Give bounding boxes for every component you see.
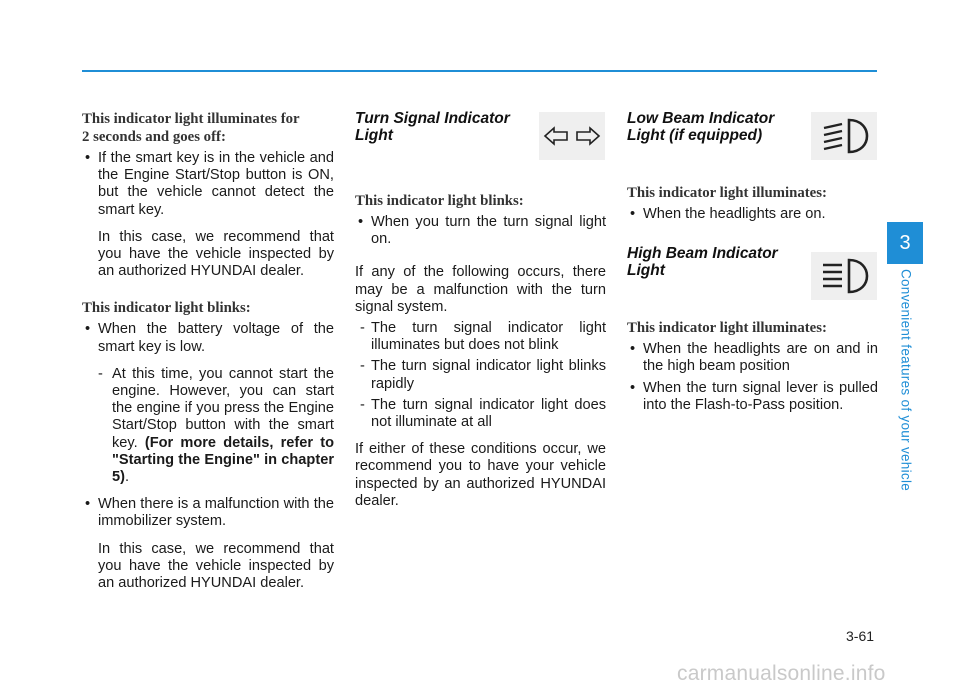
bullet-high-beam-position: • When the headlights are on and in the high beam position xyxy=(627,341,878,375)
heading-low-beam-illuminates: This indicator light illuminates: xyxy=(627,185,827,201)
title-turn-signal: Turn Signal Indicator Light xyxy=(355,110,510,144)
dash-no-blink: - The turn signal indicator light illuminates but does not blink xyxy=(360,320,606,354)
heading-illuminates-2-seconds: This indicator light illuminates for 2 seconds and goes off: xyxy=(82,111,300,145)
heading-blinks: This indicator light blinks: xyxy=(82,300,251,317)
bullet-headlights-on: • When the headlights are on. xyxy=(627,206,878,223)
note-inspection-2: In this case, we recommend that you have the vehicle inspected by an authorized HYUNDAI dealer. xyxy=(98,540,334,592)
page-number: 3-61 xyxy=(846,628,875,644)
heading-high-beam-illuminates: This indicator light illuminates: xyxy=(627,320,827,337)
title-low-beam: Low Beam Indicator Light (if equipped) xyxy=(627,110,775,144)
high-beam-icon xyxy=(811,252,877,300)
column-2 xyxy=(355,110,606,510)
chapter-tab: 3 xyxy=(887,222,923,264)
watermark: carmanualsonline.info xyxy=(677,662,886,685)
para-malfunction: If any of the following occurs, there may be a malfunction with the turn signal system. xyxy=(355,264,606,315)
note-inspection: In this case, we recommend that you have the vehicle inspected by an authorized HYUNDAI dealer. xyxy=(98,228,334,280)
bullet-flash-to-pass: • When the turn signal lever is pulled into the Flash-to-Pass position. xyxy=(627,380,878,414)
low-beam-icon xyxy=(811,112,877,160)
bullet-battery-low: • When the battery voltage of the smart key is low. xyxy=(82,321,334,355)
top-rule xyxy=(82,70,877,72)
bullet-immobilizer-malfunction: • When there is a malfunction with the immobilizer system. xyxy=(82,496,334,530)
para-recommend-dealer: If either of these conditions occur, we recommend you to have your vehicle inspected by an authorized HYUNDAI dealer. xyxy=(355,441,606,509)
heading-turn-blinks: This indicator light blinks: xyxy=(355,193,524,209)
title-high-beam: High Beam Indicator Light xyxy=(627,245,778,280)
turn-signal-arrows-icon xyxy=(539,112,605,160)
dash-cannot-start: - At this time, you cannot start the engine. However, you can start the engine if you press the Engine Start/Stop button with the smart key. (For more details, refer to "Starting the Engine" in chapter 5). xyxy=(98,365,334,486)
column-1 xyxy=(82,110,334,592)
bullet-smart-key-not-detected: • If the smart key is in the vehicle and the Engine Start/Stop button is ON, but the vehicle cannot detect the smart key. xyxy=(82,150,334,219)
dash-blinks-rapidly: - The turn signal indicator light blinks rapidly xyxy=(360,358,606,392)
bullet-turn-on: • When you turn the turn signal light on. xyxy=(355,214,606,248)
dash-no-illuminate: - The turn signal indicator light does not illuminate at all xyxy=(360,396,606,431)
chapter-title: Convenient features of your vehicle xyxy=(898,268,914,492)
